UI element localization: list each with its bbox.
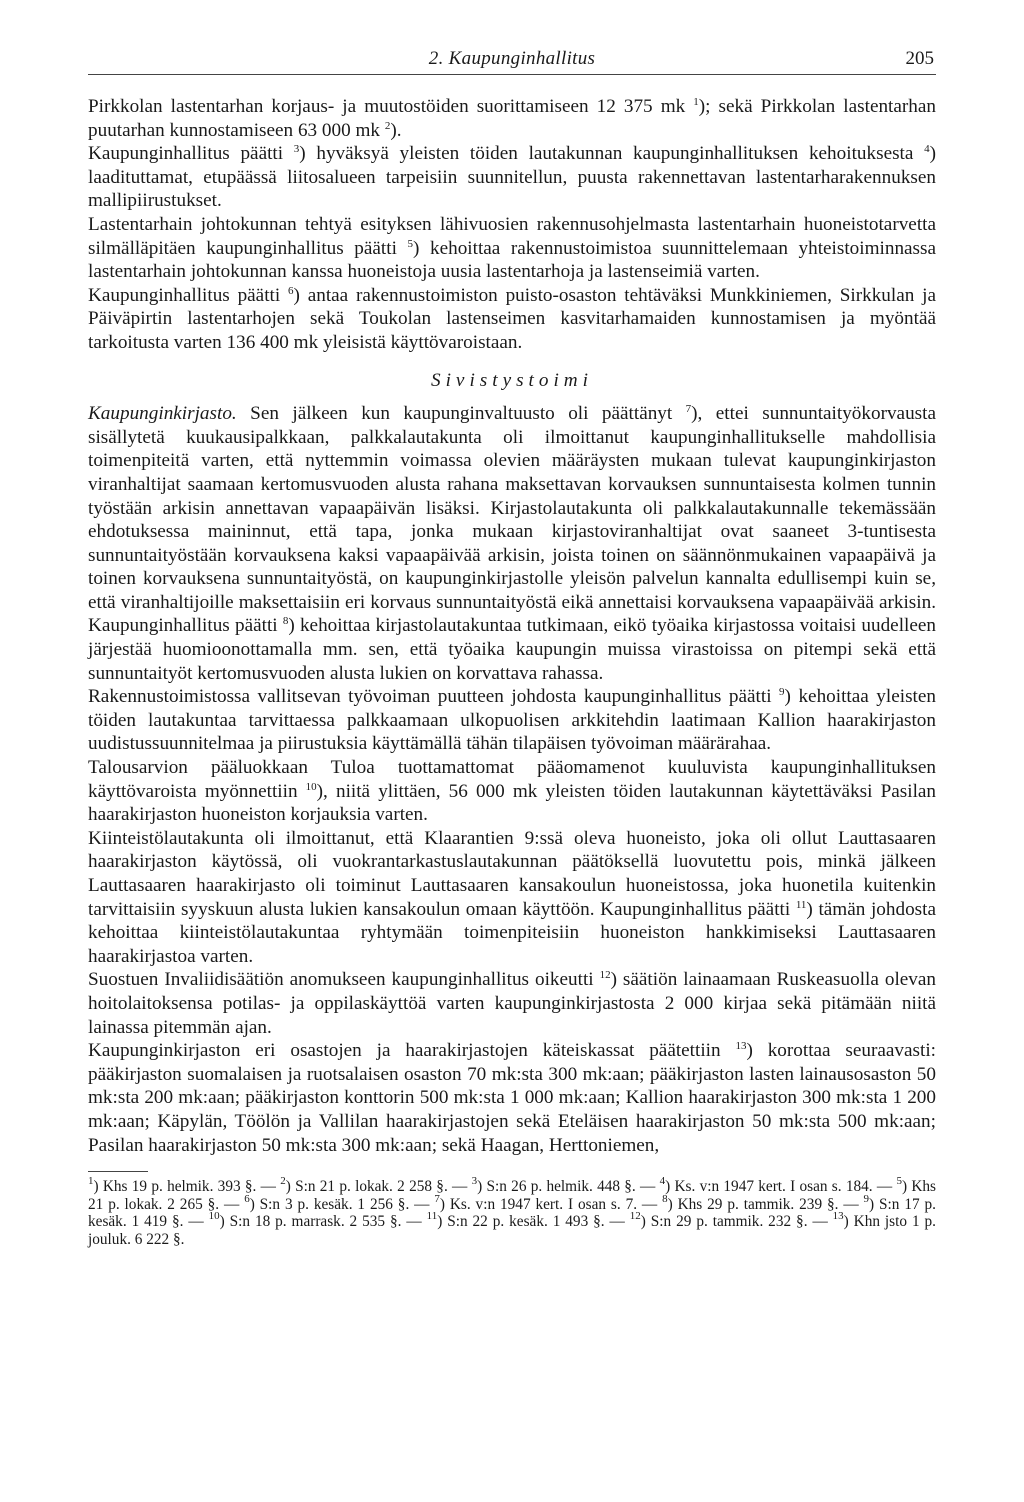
run-in-heading: Kaupunginkirjasto. xyxy=(88,403,237,425)
footnote-ref: 10 xyxy=(208,1210,220,1223)
footnote-ref: 1 xyxy=(88,1175,94,1188)
text-run: ) kehoittaa yleisten töiden lautakuntaa tarvittaessa palkkaamaan ulkopuolisen arkkitehdin laatimaan Kallion haarakirjaston uudistussuunnitelmaa ja piirustuksia käyttämällä tähän tilapäisen työvoiman määrärahaa. xyxy=(88,686,936,755)
footnote-ref: 11 xyxy=(795,898,807,911)
footnote-ref: 1 xyxy=(693,96,699,108)
footnote-rule xyxy=(88,1171,148,1172)
document-page xyxy=(88,40,936,1249)
text-run: ) tämän johdosta kehoittaa kiinteistölautakuntaa ryhtymään toimenpiteisiin huoneiston hankkimiseksi Lauttasaaren haarakirjastoa varten. xyxy=(88,898,936,967)
paragraph xyxy=(88,402,936,685)
text-run: ) Ks. v:n 1947 kert. I osan s. 184. — xyxy=(665,1178,897,1196)
footnote-ref: 2 xyxy=(280,1175,286,1188)
footnote-ref: 2 xyxy=(384,119,391,132)
footnote-ref: 11 xyxy=(426,1210,438,1223)
text-run: Kaupunginhallitus päätti xyxy=(88,143,294,165)
text-run: ) kehoittaa rakennustoimistoa suunnittelemaan yhteistoiminnassa lastentarhain johtokunnan kanssa huoneistoja uusia lastentarhoja ja lastenseimiä varten. xyxy=(88,237,936,283)
text-run: ) S:n 18 p. marrask. 2 535 §. — xyxy=(219,1213,427,1231)
paragraph xyxy=(88,142,936,213)
text-run: ); sekä Pirkkolan lastentarhan puutarhan kunnostamiseen 63 000 mk xyxy=(88,96,936,141)
footnote-ref: 6 xyxy=(288,284,294,297)
running-title: 2. Kaupunginhallitus xyxy=(428,48,596,69)
text-run: ) Khn jsto 1 p. jouluk. 6 222 §. xyxy=(88,1213,936,1248)
text-run: ), niitä ylittäen, 56 000 mk yleisten töiden lautakunnan käytettäväksi Pasilan haarakirjaston huoneiston korjauksia varten. xyxy=(88,780,937,826)
footnote-ref: 8 xyxy=(662,1192,668,1205)
page-number: 205 xyxy=(905,48,934,69)
text-run: ) S:n 26 p. helmik. 448 §. — xyxy=(477,1178,660,1196)
footnote-text xyxy=(88,1175,936,1248)
paragraph-group-education xyxy=(88,402,936,1157)
paragraph xyxy=(88,968,936,1039)
footnote-ref: 9 xyxy=(779,686,785,699)
text-run: Kaupunginhallitus päätti xyxy=(88,284,289,306)
paragraph xyxy=(88,827,936,969)
text-run: ) hyväksyä yleisten töiden lautakunnan kaupunginhallituksen kehoituksesta xyxy=(299,143,925,165)
text-run: ) Khs 21 p. lokak. 2 265 §. — xyxy=(88,1178,936,1213)
text-run: ) säätiön lainaamaan Ruskeasuolla olevan hoitolaitoksensa potilas- ja oppilaskäyttöä varten kaupunginkirjastosta 2 000 kirjaa sekä pitämään niitä lainassa pitemmän ajan. xyxy=(88,969,936,1038)
text-run: Suostuen Invaliidisäätiön anomukseen kaupunginhallitus oikeutti xyxy=(88,969,600,991)
footnote-ref: 5 xyxy=(896,1175,902,1188)
text-run: ) S:n 17 p. kesäk. 1 419 §. — xyxy=(88,1195,936,1231)
footnote-ref: 10 xyxy=(305,780,317,793)
text-run: Sen jälkeen kun kaupunginvaltuusto oli päättänyt xyxy=(236,403,686,425)
footnote-ref: 3 xyxy=(293,143,300,156)
paragraph xyxy=(88,95,936,142)
footnote-ref: 8 xyxy=(282,615,289,628)
paragraph xyxy=(88,756,936,827)
text-run: Kaupunginkirjaston eri osastojen ja haarakirjastojen käteiskassat päätettiin xyxy=(88,1040,736,1062)
text-run: Rakennustoimistossa vallitsevan työvoiman puutteen johdosta kaupunginhallitus päätti xyxy=(88,686,780,708)
paragraph xyxy=(88,1039,936,1157)
footnote-ref: 3 xyxy=(471,1175,478,1188)
text-run: Pirkkolan lastentarhan korjaus- ja muutostöiden suorittamiseen 12 375 mk xyxy=(88,96,694,117)
paragraph-group-childcare xyxy=(88,95,936,355)
text-run: ) S:n 22 p. kesäk. 1 493 §. — xyxy=(437,1213,630,1231)
footnote-ref: 7 xyxy=(685,403,692,416)
paragraph xyxy=(88,685,936,756)
text-run: ) Khs 19 p. helmik. 393 §. — xyxy=(93,1178,281,1196)
footnote-ref: 13 xyxy=(832,1210,844,1223)
footnote-ref: 9 xyxy=(863,1192,870,1205)
footnotes xyxy=(88,1175,936,1248)
text-run: ) Khs 29 p. tammik. 239 §. — xyxy=(667,1195,864,1213)
section-heading: Sivistystoimi xyxy=(431,369,593,391)
text-run: ), ettei sunnuntaityökorvausta sisällytetä kuukausipalkkaan, palkkalautakunta oli ilmoittanut kaupunginhallitukselle mahdollisia toimenpiteitä varten, että nyttemmin voimassa olevien määräysten mukaan tulevat kaupunginkirjaston viranhaltijat saamaan kertomusvuoden alusta rahana maksettavan korvauksen sunnuntaisesta kolmen tunnin työstään arkisin annettavan vapaapäivän lisäksi. Kirjastolautakunta oli palkkalautakunnalle tekemässään ehdotuksessa maininnut, että tapa, jonka mukaan kirjastoviranhaltijat ovat saaneet 3-tuntisesta sunnuntaityöstään korvauksena kaksi vapaapäivää arkisin, joista toinen on säännönmukainen vapaapäivä ja toinen korvauksena sunnuntaityöstä, on kaupunginkirjastolle yleisön palvelun kannalta edullisempi kuin se, että viranhaltijoille maksettaisiin eri korvaus sunnuntaityöstä eikä annettaisi korvauksena vapaapäivää arkisin. Kaupunginhallitus päätti xyxy=(88,403,936,637)
text-run: ) S:n 3 p. kesäk. 1 256 §. — xyxy=(249,1195,435,1213)
text-run: Kiinteistölautakunta oli ilmoittanut, että Klaarantien 9:ssä oleva huoneisto, joka oli ollut Lauttasaaren haarakirjaston käytössä, oli vuokrantarkastuslautakunnan päätöksellä luovutettu pois, minkä jälkeen Lauttasaaren haarakirjasto oli toiminut Lauttasaaren kansakoulun huoneistossa, joka huonetila kuitenkin tarvittaisiin syyskuun alusta lukien kansakoulun omaan käyttöön. Kaupunginhallitus päätti xyxy=(88,827,936,920)
text-run: ) korottaa seuraavasti: pääkirjaston suomalaisen ja ruotsalaisen osaston 70 mk:sta 300 mk:aan; pääkirjaston lasten lainausosaston 50 mk:sta 200 mk:aan; pääkirjaston konttorin 500 mk:sta 1 000 mk:aan; Kallion haarakirjaston 300 mk:sta 1 200 mk:aan; Käpylän, Töölön ja Vallilan haarakirjastojen sekä Eteläisen haarakirjaston 50 mk:sta 500 mk:aan; Pasilan haarakirjaston 50 mk:sta 300 mk:aan; sekä Haagan, Herttoniemen, xyxy=(88,1040,936,1156)
footnote-ref: 13 xyxy=(735,1040,747,1053)
text-run: ). xyxy=(390,119,402,141)
footnote-ref: 4 xyxy=(924,143,930,156)
footnote-ref: 12 xyxy=(629,1210,641,1223)
paragraph xyxy=(88,284,936,355)
text-run: ) antaa rakennustoimiston puisto-osaston tehtäväksi Munkkiniemen, Sirkkulan ja Päiväpirtin lastentarhojen sekä Toukolan lastenseimen kasvitarhamaiden kunnostamisen ja myöntää tarkoitusta varten 136 400 mk yleisistä käyttövaroistaan. xyxy=(88,284,936,353)
text-run: Lastentarhain johtokunnan tehtyä esityksen lähivuosien rakennusohjelmasta lastentarhain huoneistotarvetta silmälläpitäen kaupunginhallitus päätti xyxy=(88,213,936,259)
running-header xyxy=(88,40,936,75)
footnote-ref: 5 xyxy=(407,237,414,250)
text-run: ) S:n 21 p. lokak. 2 258 §. — xyxy=(285,1178,472,1196)
footnote-ref: 6 xyxy=(244,1192,250,1205)
text-run: ) kehoittaa kirjastolautakuntaa tutkimaan, eikö työaika kirjastossa voitaisi uudelleen järjestää huomioonottamalla mm. sen, että työaika kaupungin muissa virastoissa on pitempi sekä että sunnuntaityöt kertomusvuoden alusta lukien on korvattava rahassa. xyxy=(88,615,936,684)
footnote-ref: 12 xyxy=(599,969,611,982)
body-text xyxy=(88,95,936,1249)
footnote-ref: 7 xyxy=(434,1192,440,1205)
text-run: ) S:n 29 p. tammik. 232 §. — xyxy=(640,1213,833,1231)
footnote-ref: 4 xyxy=(659,1175,666,1188)
paragraph xyxy=(88,213,936,284)
text-run: ) Ks. v:n 1947 kert. I osan s. 7. — xyxy=(439,1195,663,1213)
text-run: ) laadituttamat, etupäässä liitosalueen tarpeisiin suunnitellun, puusta rakennettavan lastentarharakennuksen mallipiirustukset. xyxy=(88,143,936,212)
text-run: Talousarvion pääluokkaan Tuloa tuottamattomat pääomamenot kuuluvista kaupunginhallituksen käyttövaroista myönnettiin xyxy=(88,757,936,802)
